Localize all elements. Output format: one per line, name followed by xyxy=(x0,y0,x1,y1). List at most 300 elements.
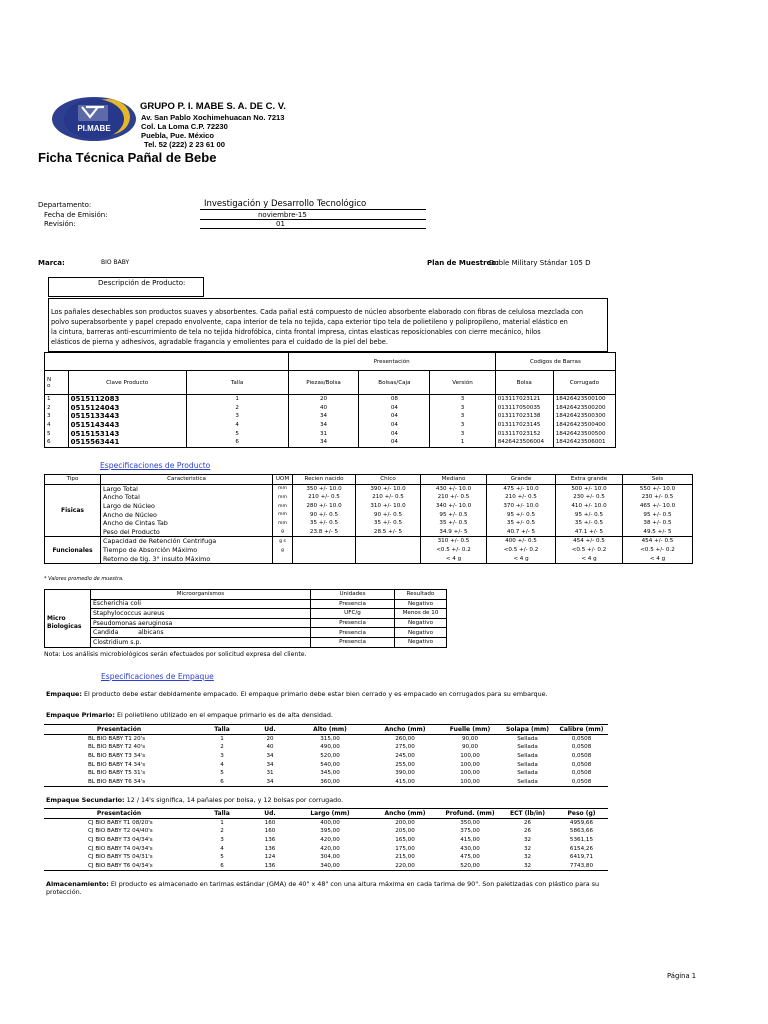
table-cell: Retorno de tig. 3° insulto Máximo xyxy=(101,554,273,563)
table-row xyxy=(45,628,447,638)
table-cell: 415,00 xyxy=(460,837,480,844)
table-cell: 4 xyxy=(220,845,224,852)
table-cell: 0515112083 xyxy=(68,395,186,404)
table-row xyxy=(45,546,693,555)
table-cell: 34 xyxy=(288,438,359,447)
table-cell: 375,00 xyxy=(460,828,480,835)
table-cell: 3 xyxy=(430,412,495,421)
table-cell: BL BIO BABY T3 34's xyxy=(88,753,146,760)
table-cell: < 4 g xyxy=(487,554,556,563)
table-cell: 350 +/- 10.0 xyxy=(293,484,356,493)
table-row xyxy=(45,637,447,647)
table-cell: 210 +/- 0.5 xyxy=(421,493,487,502)
table-cell: 0,0508 xyxy=(571,735,592,742)
table-cell: 5 xyxy=(220,770,224,777)
company-logo xyxy=(50,95,138,143)
table-cell: 90 +/- 0.5 xyxy=(356,510,421,519)
table-cell: Escherichia coli xyxy=(91,599,311,609)
description-line: la cintura, barreras anti-escurrimiento de tela no tejida hidrofóbica, cinta frontal impresa, cintas elasticas reposicionables con cierre mecánico, hilos xyxy=(51,328,541,336)
table-cell: 5 xyxy=(186,429,288,438)
table-cell: 18426423506001 xyxy=(553,438,615,447)
table-row xyxy=(44,769,608,778)
primario-text: Empaque Primario: El polietileno utilizado en el empaque primario es de alta densidad. xyxy=(46,711,333,719)
table-cell: 390,00 xyxy=(395,770,415,777)
table-cell: 136 xyxy=(264,845,276,852)
brand-value: BIO BABY xyxy=(101,259,130,266)
table-row xyxy=(45,421,616,430)
table-cell: 5 xyxy=(45,429,69,438)
table-row xyxy=(44,818,608,827)
table-cell: 34 xyxy=(266,761,274,768)
table-cell: 500 +/- 10.0 xyxy=(556,484,623,493)
table-cell: 34 xyxy=(288,421,359,430)
table-cell: Sellada xyxy=(517,744,538,751)
table-cell xyxy=(293,554,356,563)
table-cell: 0515133443 xyxy=(68,412,186,421)
table-cell: Recien nacido xyxy=(293,475,356,485)
table-cell: CJ BIO BABY T1 08/20's xyxy=(88,819,153,826)
table-row xyxy=(45,554,693,563)
table-cell: g xyxy=(273,528,293,537)
company-name: GRUPO P. I. MABE S. A. DE C. V. xyxy=(140,101,286,112)
table-cell: CJ BIO BABY T6 04/34's xyxy=(44,862,194,871)
table-cell: Pseudomonas aeruginosa xyxy=(91,618,311,628)
table-cell: 390 +/- 10.0 xyxy=(356,484,421,493)
table-cell: 04 xyxy=(359,421,430,430)
table-cell: 540,00 xyxy=(320,761,340,768)
table-cell: Fisicas xyxy=(45,484,101,537)
table-cell: 475,00 xyxy=(460,854,480,861)
col-header: Versión xyxy=(430,371,495,395)
micro-header: Resultado xyxy=(395,590,447,600)
table-cell: 245,00 xyxy=(395,753,415,760)
table-cell: 340 +/- 10.0 xyxy=(421,502,487,511)
table-cell: 6 xyxy=(45,438,69,447)
table-cell: BL BIO BABY T5 31's xyxy=(88,770,146,777)
table-cell: BL BIO BABY T4 34's xyxy=(88,761,146,768)
table-cell: 34 xyxy=(250,778,290,787)
table-cell: 360,00 xyxy=(290,778,370,787)
table-cell: 3 xyxy=(220,753,224,760)
table-cell: Clostridium s.p. xyxy=(91,637,311,647)
table-cell: 35 +/- 0.5 xyxy=(556,519,623,528)
description-line: polvo superabsorbente y papel crepado envolvente, capa interior de tela no tejida, capa exterior tipo tela de polietileno y polipropileno, material elástico en xyxy=(51,318,568,326)
table-row xyxy=(45,502,693,511)
table-cell xyxy=(356,554,421,563)
table-cell: 3 xyxy=(430,404,495,413)
table-cell: Menos de 10 xyxy=(395,609,447,619)
table-row xyxy=(45,510,693,519)
primary-pack-table xyxy=(44,724,608,787)
col-header: Bolsas/Caja xyxy=(359,371,430,395)
table-cell: 26 xyxy=(523,819,532,826)
table-cell: 0515124043 xyxy=(68,404,186,413)
table-cell: mm xyxy=(273,493,293,502)
table-row xyxy=(44,760,608,769)
table-cell: 520,00 xyxy=(320,753,340,760)
table-cell: ECT (lb/in) xyxy=(509,809,546,817)
table-cell: 31 xyxy=(266,770,274,777)
table-cell: 013117050035 xyxy=(495,404,553,413)
description-label: Descripción de Producto: xyxy=(98,279,186,287)
table-cell: 0,0508 xyxy=(555,778,608,787)
table-cell: 230 +/- 0.5 xyxy=(623,493,693,502)
table-cell: Tipo xyxy=(45,475,101,485)
table-cell: 20 xyxy=(266,735,274,742)
table-cell: 23.8 +/- 5 xyxy=(293,528,356,537)
address-line: Tel. 52 (222) 2 23 61 00 xyxy=(144,140,225,149)
table-cell: 200,00 xyxy=(395,819,415,826)
table-cell: Talla xyxy=(214,725,230,733)
table-cell: 18426423500300 xyxy=(553,412,615,421)
table-cell: Tiempo de Absorción Máximo xyxy=(101,546,273,555)
table-cell: 255,00 xyxy=(395,761,415,768)
address-line: Av. San Pablo Xochimehuacan No. 7213 xyxy=(141,113,285,122)
table-cell: 370 +/- 10.0 xyxy=(487,502,556,511)
table-cell: Solapa (mm) xyxy=(506,725,549,733)
table-cell: 304,00 xyxy=(320,854,340,861)
table-cell: 04 xyxy=(359,412,430,421)
table-cell: 454 +/- 0.5 xyxy=(623,537,693,546)
table-cell: 100,00 xyxy=(460,761,480,768)
table-cell: Calibre (mm) xyxy=(559,725,604,733)
table-row xyxy=(45,438,616,447)
description-line: elásticos de pierna y adhesivos, agradable fragancia y emolientes para el cuidado de la piel del bebe. xyxy=(51,338,388,346)
table-cell: 5863,66 xyxy=(569,828,594,835)
table-cell: 0515143443 xyxy=(68,421,186,430)
table-cell: Ancho de Núcleo xyxy=(101,510,273,519)
table-cell: 90,00 xyxy=(461,744,478,751)
table-cell: 6 xyxy=(186,438,288,447)
table-row xyxy=(45,493,693,502)
table-cell: Micro Biologicas xyxy=(45,599,91,647)
table-cell: 18426423500200 xyxy=(553,404,615,413)
table-cell: 49.5 +/- 5 xyxy=(623,528,693,537)
table-cell: Ud. xyxy=(264,725,276,733)
table-cell: 34 xyxy=(266,753,274,760)
date-value: noviembre-15 xyxy=(258,211,307,219)
table-cell: 4959,66 xyxy=(569,819,594,826)
table-row xyxy=(45,519,693,528)
table-row xyxy=(44,844,608,853)
almacenamiento-text: Almacenamiento: El producto es almacenado en tarimas estándar (GMA) de 40" x 48" con una altura máxima en cada tarima de 90". Son paletizadas con plástico para su xyxy=(46,880,600,888)
presentation-table xyxy=(44,352,616,448)
table-cell: BL BIO BABY T1 20's xyxy=(88,735,146,742)
table-cell xyxy=(356,546,421,555)
address-line: Col. La Loma C.P. 72230 xyxy=(141,122,228,131)
table-cell: 31 xyxy=(288,429,359,438)
table-cell: Alto (mm) xyxy=(313,725,347,733)
table-cell: 40 xyxy=(288,404,359,413)
table-cell: 3 xyxy=(186,412,288,421)
table-cell: 160 xyxy=(264,828,276,835)
table-row xyxy=(44,827,608,836)
table-cell: 430 +/- 10.0 xyxy=(421,484,487,493)
table-cell: Mediano xyxy=(421,475,487,485)
table-cell: 6 xyxy=(194,862,250,871)
description-line: Los pañales desechables son productos suaves y absorbentes. Cada pañal está compuesto de núcleo absorbente elaborado con fibras de celulosa mezclada con xyxy=(51,308,584,316)
table-cell: 0,0508 xyxy=(571,753,592,760)
plan-label: Plan de Muestreo: xyxy=(427,259,499,267)
table-cell: 38 +/- 0.5 xyxy=(623,519,693,528)
table-cell: mm xyxy=(273,502,293,511)
table-cell: 2 xyxy=(220,744,224,751)
table-cell: 124 xyxy=(264,854,276,861)
table-cell: 136 xyxy=(250,862,290,871)
table-cell: 3 xyxy=(430,429,495,438)
table-cell: 8426423506004 xyxy=(495,438,553,447)
table-cell: Peso del Producto xyxy=(101,528,273,537)
table-cell: 465 +/- 10.0 xyxy=(623,502,693,511)
table-cell: g s xyxy=(273,537,293,546)
table-cell: 1 xyxy=(45,395,69,404)
table-row xyxy=(45,618,447,628)
table-cell: 280 +/- 10.0 xyxy=(293,502,356,511)
table-row xyxy=(44,862,608,871)
table-cell: Grande xyxy=(487,475,556,485)
table-cell: 18426423500500 xyxy=(553,429,615,438)
table-cell: 95 +/- 0.5 xyxy=(556,510,623,519)
table-cell: Fuelle (mm) xyxy=(449,725,491,733)
secundario-text: Empaque Secundario: 12 / 14's significa, 14 pañales por bolsa, y 12 bolsas por corrugado. xyxy=(46,796,344,804)
table-cell: Presentación xyxy=(96,725,142,733)
table-cell: 215,00 xyxy=(395,854,415,861)
table-cell: 400 +/- 0.5 xyxy=(487,537,556,546)
table-cell: 08 xyxy=(359,395,430,404)
table-cell: 100,00 xyxy=(460,753,480,760)
table-cell: 3 xyxy=(430,395,495,404)
table-cell: 100,00 xyxy=(440,778,500,787)
table-cell: CJ BIO BABY T3 04/34's xyxy=(88,837,153,844)
table-cell: Sellada xyxy=(517,735,538,742)
specs-section-title: Especificaciones de Producto xyxy=(100,461,211,470)
table-cell: g xyxy=(273,546,293,555)
table-cell: 32 xyxy=(500,862,555,871)
address-line: Puebla, Pue. México xyxy=(141,131,215,140)
col-header: Talla xyxy=(186,371,288,395)
table-cell: 430,00 xyxy=(460,845,480,852)
table-row xyxy=(45,609,447,619)
table-cell: <0.5 +/- 0.2 xyxy=(421,546,487,555)
table-cell: 95 +/- 0.5 xyxy=(421,510,487,519)
table-cell: Negativo xyxy=(395,599,447,609)
table-cell: Ud. xyxy=(264,809,276,817)
table-row xyxy=(45,484,693,493)
table-cell: < 4 g xyxy=(556,554,623,563)
table-cell: Staphylococcus aureus xyxy=(91,609,311,619)
table-cell: 4 xyxy=(220,761,224,768)
table-cell: 6 xyxy=(194,778,250,787)
table-cell: 210 +/- 0.5 xyxy=(356,493,421,502)
table-cell: 410 +/- 10.0 xyxy=(556,502,623,511)
revision-label: Revisión: xyxy=(44,220,76,228)
table-cell: 175,00 xyxy=(395,845,415,852)
plan-value: Doble Military Stándar 105 D xyxy=(489,259,591,267)
table-cell: 95 +/- 0.5 xyxy=(487,510,556,519)
table-cell: UOM xyxy=(273,475,293,485)
table-cell: 32 xyxy=(523,854,532,861)
table-row xyxy=(45,395,616,404)
table-cell: 345,00 xyxy=(320,770,340,777)
table-cell: Largo de Núcleo xyxy=(101,502,273,511)
table-cell: Sellada xyxy=(517,761,538,768)
table-cell: 32 xyxy=(523,845,532,852)
table-cell: 5 xyxy=(220,854,224,861)
table-row xyxy=(44,752,608,761)
page-number: Página 1 xyxy=(667,972,697,980)
table-cell: Presencia xyxy=(311,628,395,638)
table-cell: 7743,80 xyxy=(555,862,608,871)
dept-value: Investigación y Desarrollo Tecnológico xyxy=(204,199,367,209)
table-cell: 20 xyxy=(288,395,359,404)
table-cell: 1 xyxy=(220,735,224,742)
table-cell: <0.5 +/- 0.2 xyxy=(487,546,556,555)
table-cell: 34.9 +/- 5 xyxy=(421,528,487,537)
table-row xyxy=(44,778,608,787)
table-cell: 0515563441 xyxy=(68,438,186,447)
table-cell: 6154,26 xyxy=(569,845,594,852)
table-cell: 2 xyxy=(186,404,288,413)
table-cell: mm xyxy=(273,519,293,528)
micro-header: Unidades xyxy=(311,590,395,600)
revision-value: 01 xyxy=(276,220,285,228)
table-cell: Ancho (mm) xyxy=(384,809,426,817)
table-cell: Presencia xyxy=(311,599,395,609)
table-cell: 475 +/- 10.0 xyxy=(487,484,556,493)
table-cell: < 4 g xyxy=(421,554,487,563)
table-row xyxy=(45,429,616,438)
table-cell: 310 +/- 0.5 xyxy=(421,537,487,546)
table-cell: 415,00 xyxy=(370,778,440,787)
table-cell: 35 +/- 0.5 xyxy=(421,519,487,528)
table-cell: 28.5 +/- 5 xyxy=(356,528,421,537)
table-cell: 4 xyxy=(186,421,288,430)
table-row xyxy=(44,734,608,743)
table-cell: 013117023152 xyxy=(495,429,553,438)
document-title: Ficha Técnica Pañal de Bebe xyxy=(38,150,217,165)
presentation-group-header: Presentación xyxy=(288,353,495,371)
table-cell: Presencia xyxy=(311,618,395,628)
table-cell: 454 +/- 0.5 xyxy=(556,537,623,546)
table-cell: 220,00 xyxy=(370,862,440,871)
table-row xyxy=(45,412,616,421)
table-cell: BL BIO BABY T6 34's xyxy=(44,778,194,787)
table-cell: 90,00 xyxy=(461,735,478,742)
table-cell: Profund. (mm) xyxy=(445,809,495,817)
table-cell: mm xyxy=(273,484,293,493)
table-cell: UFC/g xyxy=(311,609,395,619)
table-cell: Sellada xyxy=(517,753,538,760)
table-cell: 26 xyxy=(523,828,532,835)
table-cell: 35 +/- 0.5 xyxy=(356,519,421,528)
table-cell: 35 +/- 0.5 xyxy=(487,519,556,528)
table-cell: 205,00 xyxy=(395,828,415,835)
table-cell: 34 xyxy=(288,412,359,421)
table-cell: 3 xyxy=(430,421,495,430)
table-cell: 100,00 xyxy=(460,770,480,777)
table-row xyxy=(45,528,693,537)
table-cell: Negativo xyxy=(395,637,447,647)
table-cell: Peso (g) xyxy=(567,809,596,817)
table-cell: 3 xyxy=(220,837,224,844)
col-header: Corrugado xyxy=(553,371,615,395)
table-cell: Presencia xyxy=(311,637,395,647)
table-cell: 490,00 xyxy=(320,744,340,751)
table-cell: Negativo xyxy=(395,618,447,628)
brand-label: Marca: xyxy=(38,259,65,267)
table-cell: Chico xyxy=(356,475,421,485)
table-cell: CJ BIO BABY T5 04/31's xyxy=(88,854,153,861)
table-row xyxy=(44,853,608,862)
almacenamiento-text-2: protección. xyxy=(46,888,82,896)
specs-table xyxy=(44,474,693,564)
col-header: N o xyxy=(45,371,69,395)
table-cell: 18426423500100 xyxy=(553,395,615,404)
table-cell: 013117023121 xyxy=(495,395,553,404)
table-cell: 013117023138 xyxy=(495,412,553,421)
col-header: Piezas/Bolsa xyxy=(288,371,359,395)
table-cell: 315,00 xyxy=(320,735,340,742)
micro-table xyxy=(44,589,447,648)
table-cell: Ancho de Cintas Tab xyxy=(101,519,273,528)
table-cell xyxy=(293,537,356,546)
svg-text:PI.MABE: PI.MABE xyxy=(77,124,111,133)
empaque-text: Empaque: El producto debe estar debidamente empacado. El empaque primario debe estar bien cerrado y es empacado en corrugados para su embarque. xyxy=(46,690,548,698)
table-cell: 260,00 xyxy=(395,735,415,742)
table-cell: CJ BIO BABY T4 04/34's xyxy=(88,845,153,852)
table-cell: 350,00 xyxy=(460,819,480,826)
table-cell: 230 +/- 0.5 xyxy=(556,493,623,502)
table-cell: 90 +/- 0.5 xyxy=(293,510,356,519)
table-cell xyxy=(273,554,293,563)
table-cell: < 4 g xyxy=(623,554,693,563)
table-cell: 1 xyxy=(220,819,224,826)
table-cell: Presentación xyxy=(96,809,142,817)
table-cell: 18426423500400 xyxy=(553,421,615,430)
col-header: Bolsa xyxy=(495,371,553,395)
table-cell: 520,00 xyxy=(440,862,500,871)
table-cell: 310 +/- 10.0 xyxy=(356,502,421,511)
dept-label: Departamento: xyxy=(38,201,92,209)
table-cell: Ancho Total xyxy=(101,493,273,502)
table-cell: 400,00 xyxy=(320,819,340,826)
micro-note: Nota: Los análisis microbiológicos serán efectuados por solicitud expresa del cliente. xyxy=(44,651,307,658)
table-cell: 165,00 xyxy=(395,837,415,844)
table-cell: 275,00 xyxy=(395,744,415,751)
table-cell: 04 xyxy=(359,438,430,447)
table-cell: 1 xyxy=(430,438,495,447)
table-cell: 4 xyxy=(45,421,69,430)
table-cell: 420,00 xyxy=(320,837,340,844)
table-cell: Negativo xyxy=(395,628,447,638)
table-cell: 3 xyxy=(45,412,69,421)
table-cell: 35 +/- 0.5 xyxy=(293,519,356,528)
table-cell: BL BIO BABY T2 40's xyxy=(88,744,146,751)
table-cell: 395,00 xyxy=(320,828,340,835)
table-cell: Funcionales xyxy=(45,537,101,564)
table-cell: 420,00 xyxy=(320,845,340,852)
table-cell: 47.1 +/- 5 xyxy=(556,528,623,537)
table-cell: Sellada xyxy=(500,778,555,787)
table-cell: 210 +/- 0.5 xyxy=(487,493,556,502)
table-cell: Capacidad de Retención Centrifuga xyxy=(101,537,273,546)
table-row xyxy=(44,743,608,752)
table-cell: 0,0508 xyxy=(571,761,592,768)
table-cell: 04 xyxy=(359,429,430,438)
table-cell: 2 xyxy=(220,828,224,835)
col-header: Clave Producto xyxy=(68,371,186,395)
table-cell: 32 xyxy=(523,837,532,844)
